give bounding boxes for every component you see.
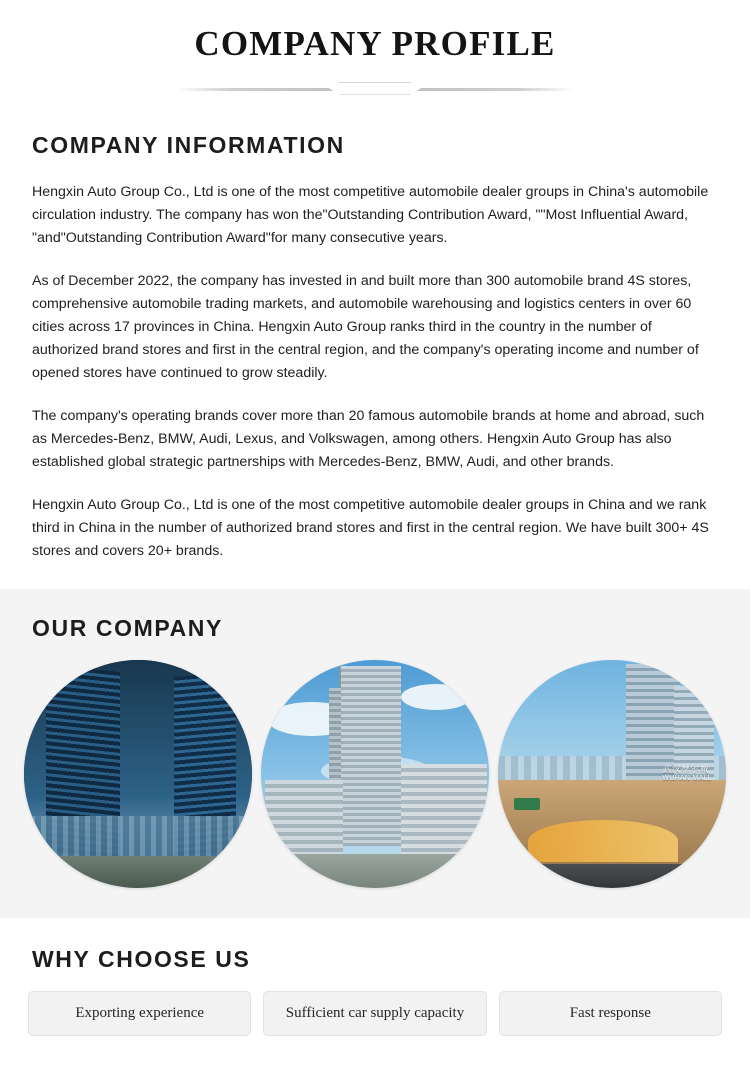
title-block	[0, 0, 750, 96]
company-information-paragraph: Hengxin Auto Group Co., Ltd is one of the most competitive automobile dealer groups in China's automobile circulation industry. The company has won the"Outstanding Contribution Award, ""Most Influential Award, "and"Outstanding Contribution Award"for many consecutive years.	[32, 183, 709, 246]
photo-glass-towers	[24, 660, 252, 888]
photo-mall-sign-cn: 武汉摩尔城	[662, 763, 709, 774]
company-information-paragraph: Hengxin Auto Group Co., Ltd is one of the most competitive automobile dealer groups in China and we rank third in China in the number of authorized brand stores and first in the central region. We have built 300+ 4S stores and covers 20+ brands.	[32, 496, 709, 559]
photo-green-sign	[514, 798, 540, 810]
our-company-heading: OUR COMPANY	[32, 614, 223, 641]
photo-main-tower	[339, 666, 401, 846]
photo-city-band	[24, 816, 252, 858]
photo-cloud	[401, 684, 471, 710]
photo-building-left	[265, 780, 343, 856]
company-information-paragraph: The company's operating brands cover more than 20 famous automobile brands at home and abroad, such as Mercedes-Benz, BMW, Audi, Lexus, and Volkswagen, among others. Hengxin Auto Group has also established global strategic partnerships with Mercedes-Benz, BMW, Audi, and other brands.	[32, 407, 705, 470]
page-title: COMPANY PROFILE	[194, 24, 556, 63]
company-photo-row	[18, 660, 732, 888]
photo-road	[498, 864, 726, 888]
photo-mall-canopy	[528, 820, 678, 862]
why-choose-us-section	[0, 918, 750, 1060]
why-chip-exporting-experience[interactable]: Exporting experience	[28, 991, 251, 1036]
company-information-paragraph: As of December 2022, the company has invested in and built more than 300 automobile brand 4S stores, comprehensive automobile trading markets, and automobile warehousing and logistics centers in over 60 cities across 17 provinces in China. Hengxin Auto Group ranks third in the country in the number of authorized brand stores and first in the central region, and the company's operating income and number of opened stores have continued to grow steadily.	[32, 272, 699, 381]
our-company-section	[0, 589, 750, 918]
photo-office-tower	[261, 660, 489, 888]
why-choose-us-chip-row	[20, 991, 730, 1036]
why-chip-car-supply-capacity[interactable]: Sufficient car supply capacity	[263, 991, 486, 1036]
company-information-heading: COMPANY INFORMATION	[32, 131, 345, 158]
photo-mall-sign	[662, 764, 712, 783]
photo-ground	[261, 854, 489, 888]
title-divider	[175, 82, 575, 96]
photo-mall-sign-en: WUHAN MALL	[662, 774, 712, 782]
why-choose-us-heading: WHY CHOOSE US	[32, 945, 251, 972]
photo-ground	[24, 856, 252, 888]
photo-building-right	[401, 764, 487, 856]
company-information-section	[0, 96, 750, 589]
photo-wuhan-mall	[498, 660, 726, 888]
title-divider-diamond-icon	[329, 82, 421, 95]
why-chip-fast-response[interactable]: Fast response	[499, 991, 722, 1036]
